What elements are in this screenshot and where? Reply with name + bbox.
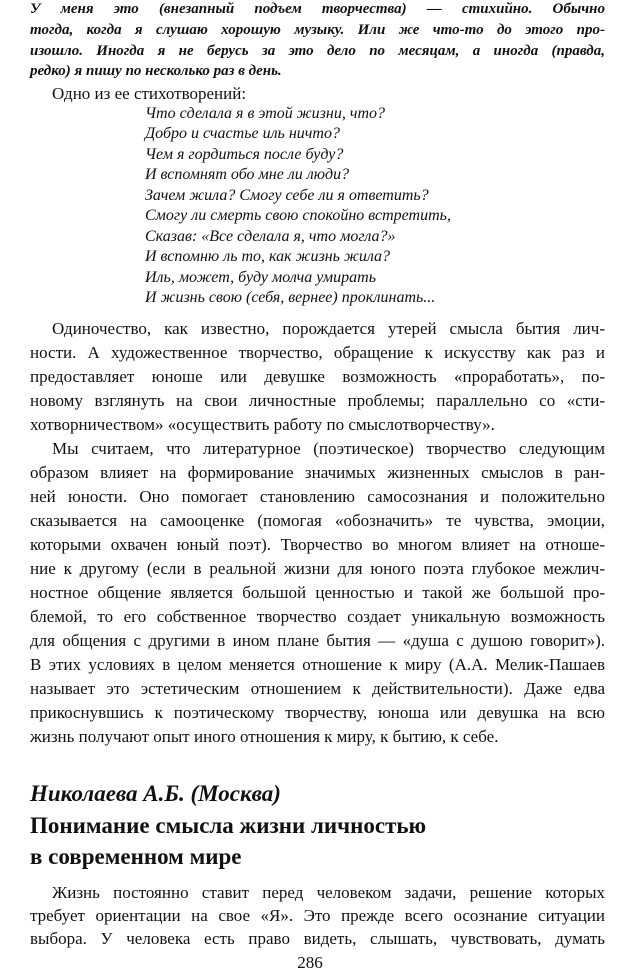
- article-title: Понимание смысла жизни личностью: [30, 813, 427, 838]
- paragraph-line: для общения с другими в ином плане бытия — «душа с душою говорит»).: [30, 631, 605, 650]
- paragraph-line: В этих условиях в целом меняется отношение к миру (А.А. Мелик-Пашаев: [30, 655, 605, 674]
- paragraph-line: ности. А художественное творчество, обращение к искусству как раз и: [30, 343, 605, 362]
- paragraph-line: хотворничеством» «осуществить работу по смыслотворчеству».: [30, 415, 495, 434]
- poem-line: И вспомню ль то, как жизнь жила?: [145, 248, 390, 265]
- paragraph-line: ностное общение является большой ценностью и такой же большой про-: [30, 583, 605, 602]
- poem-line: Добро и счастье иль ничто?: [145, 125, 340, 142]
- quote-line: редко) я пишу по несколько раз в день.: [30, 63, 282, 79]
- paragraph-line: прикоснувшись к поэтическому творчеству, юноша или девушка на всю: [30, 703, 605, 722]
- paragraph-line: требует ориентации на свое «Я». Это прежде всего осознание ситуации: [30, 906, 605, 925]
- paragraph-line: Одиночество, как известно, порождается утерей смысла бытия лич-: [52, 319, 605, 338]
- paragraph-line: ней юности. Оно помогает становлению самосознания и положительно: [30, 487, 605, 506]
- poem-line: Смогу ли смерть свою спокойно встретить,: [145, 207, 451, 224]
- paragraph-line: образом влияет на формирование значимых жизненных смыслов в ран-: [30, 463, 605, 482]
- paragraph-line: сказывается на самооценке (помогая «обозначить» те чувства, эмоции,: [30, 511, 605, 530]
- quote-line: изошло. Иногда я не берусь за это дело по месяцам, а иногда (правда,: [30, 43, 605, 59]
- poem-intro: Одно из ее стихотворений:: [52, 84, 247, 103]
- paragraph-line: ние к другому (если в реальной жизни для юного поэта глубокое межлич-: [30, 559, 605, 578]
- paragraph-line: Жизнь постоянно ставит перед человеком задачи, решение которых: [52, 883, 605, 902]
- article-title: в современном мире: [30, 844, 242, 869]
- paragraph-line: жизнь получают опыт иного отношения к миру, к бытию, к себе.: [30, 727, 499, 746]
- paragraph-line: новому взглянуть на свои личностные проблемы; параллельно со «сти-: [30, 391, 605, 410]
- poem-line: Чем я гордиться после буду?: [145, 146, 344, 163]
- poem-line: Что сделала я в этой жизни, что?: [145, 105, 386, 122]
- poem-line: И жизнь свою (себя, вернее) проклинать...: [145, 289, 436, 306]
- paragraph-line: предоставляет юноше или девушке возможность «проработать», по-: [30, 367, 605, 386]
- poem-line: Зачем жила? Смогу себе ли я ответить?: [145, 187, 429, 204]
- quote-line: тогда, когда я слушаю хорошую музыку. Или же что-то до этого про-: [30, 22, 605, 38]
- page-number: 286: [297, 953, 323, 972]
- quote-line: У меня это (внезапный подъем творчества) — стихийно. Обычно: [30, 1, 605, 17]
- paragraph-line: блемой, то его собственное творчество создает уникальную возможность: [30, 607, 605, 626]
- paragraph-line: которыми охвачен юный поэт). Творчество во многом влияет на отноше-: [30, 535, 605, 554]
- author-heading: Николаева А.Б. (Москва): [30, 781, 281, 806]
- paragraph-line: Мы считаем, что литературное (поэтическое) творчество следующим: [52, 439, 605, 458]
- poem-line: Сказав: «Все сделала я, что могла?»: [145, 228, 396, 245]
- poem-line: И вспомнят обо мне ли люди?: [145, 166, 350, 183]
- poem-line: Иль, может, буду молча умирать: [145, 269, 376, 286]
- paragraph-line: называет это эстетическим отношением к действительности). Даже едва: [30, 679, 605, 698]
- paragraph-line: выбора. У человека есть право видеть, слышать, чувствовать, думать: [30, 929, 605, 948]
